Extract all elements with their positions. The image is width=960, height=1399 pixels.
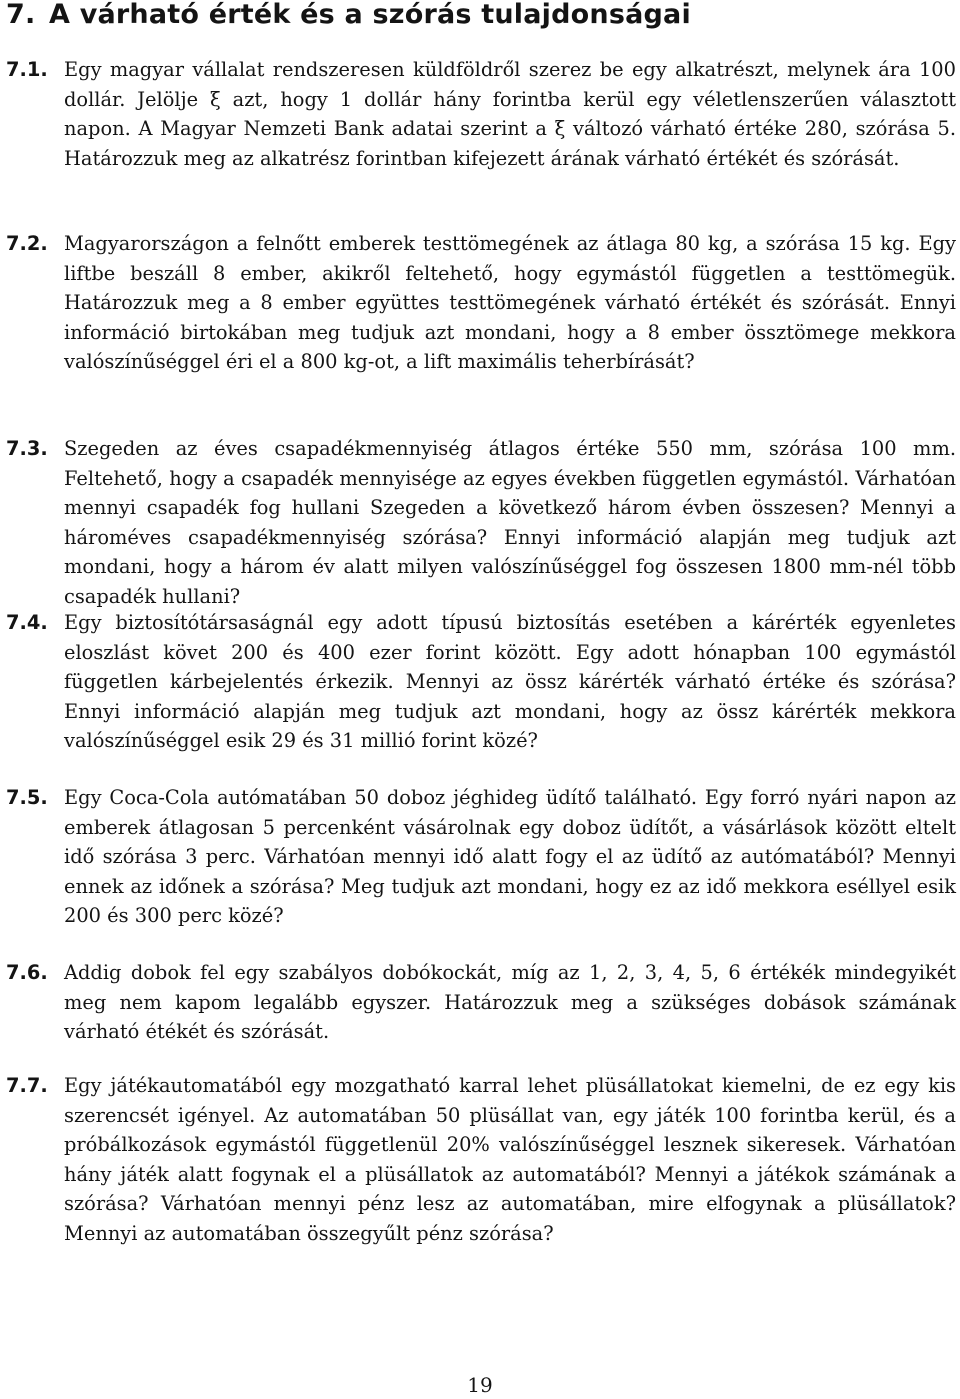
- page-number: 19: [467, 1373, 493, 1397]
- problem-7-2: [6, 229, 956, 377]
- section-title: A várható érték és a szórás tulajdonságai: [49, 0, 691, 30]
- problem-number: 7.2.: [6, 232, 48, 255]
- problem-number: 7.7.: [6, 1074, 48, 1097]
- section-number: 7.: [6, 0, 36, 30]
- problem-text: Egy játékautomatából egy mozgatható karral lehet plüsállatokat kiemelni, de ez egy kis szerencsét igényel. Az automatában 50 plüsállat van, egy játék 100 forintba kerül, és a próbálkozások egymástól függetlenül 20% valószínűséggel lesznek sikeresek. Várhatóan hány játék alatt fogynak el a plüsállatok az automatából? Mennyi a játékok számának a szórása? Várhatóan mennyi pénz lesz az automatában, mire elfogynak a plüsállatok? Mennyi az automatában összegyűlt pénz szórása?: [64, 1074, 956, 1245]
- problem-number: 7.6.: [6, 961, 48, 984]
- problem-number: 7.5.: [6, 786, 48, 809]
- problem-7-3: [6, 434, 956, 611]
- problem-text: Magyarországon a felnőtt emberek testtömegének az átlaga 80 kg, a szórása 15 kg. Egy liftbe beszáll 8 ember, akikről feltehető, hogy egymástól független a testtömegük. Határozzuk meg a 8 ember együttes testtömegének várható értékét és szórását. Ennyi információ birtokában meg tudjuk azt mondani, hogy a 8 ember össztömege mekkora valószínűséggel éri el a 800 kg-ot, a lift maximális teherbírását?: [64, 232, 956, 373]
- section-heading: [6, 0, 691, 33]
- problem-text: Egy magyar vállalat rendszeresen küldföldről szerez be egy alkatrészt, melynek ára 100 dollár. Jelölje ξ azt, hogy 1 dollár hány forintba kerül egy véletlenszerűen választott napon. A Magyar Nemzeti Bank adatai szerint a ξ változó várható értéke 280, szórása 5. Határozzuk meg az alkatrész forintban kifejezett árának várható értékét és szórását.: [64, 58, 956, 170]
- problem-text: Egy biztosítótársaságnál egy adott típusú biztosítás esetében a kárérték egyenletes eloszlást követ 200 és 400 ezer forint között. Egy adott hónapban 100 egymástól független kárbejelentés érkezik. Mennyi az össz kárérték várható értéke és szórása? Ennyi információ alapján meg tudjuk azt mondani, hogy az össz kárérték mekkora valószínűséggel esik 29 és 31 millió forint közé?: [64, 611, 956, 752]
- problem-7-4: [6, 608, 956, 756]
- problem-number: 7.3.: [6, 437, 48, 460]
- problem-7-5: [6, 783, 956, 931]
- problem-text: Addig dobok fel egy szabályos dobókockát, míg az 1, 2, 3, 4, 5, 6 értékék mindegyikét meg nem kapom legalább egyszer. Határozzuk meg a szükséges dobások számának várható étékét és szórását.: [64, 961, 956, 1043]
- problem-text: Egy Coca-Cola autómatában 50 doboz jéghideg üdítő található. Egy forró nyári napon az emberek átlagosan 5 percenként vásárolnak egy doboz üdítőt, a vásárlások között eltelt idő szórása 3 perc. Várhatóan mennyi idő alatt fogy el az üdítő az autómatából? Mennyi ennek az időnek a szórása? Meg tudjuk azt mondani, hogy ez az idő mekkora eséllyel esik 200 és 300 perc közé?: [64, 786, 956, 927]
- problem-number: 7.4.: [6, 611, 48, 634]
- problem-7-6: [6, 958, 956, 1047]
- problem-7-7: [6, 1071, 956, 1248]
- problem-7-1: [6, 55, 956, 173]
- problem-text: Szegeden az éves csapadékmennyiség átlagos értéke 550 mm, szórása 100 mm. Feltehető, hogy a csapadék mennyisége az egyes években független egymástól. Várhatóan mennyi csapadék fog hullani Szegeden a következő három évben összesen? Mennyi a hároméves csapadékmennyiség szórása? Ennyi információ alapján meg tudjuk azt mondani, hogy a három év alatt milyen valószínűséggel fog összesen 1800 mm-nél több csapadék hullani?: [64, 437, 956, 608]
- problem-number: 7.1.: [6, 58, 48, 81]
